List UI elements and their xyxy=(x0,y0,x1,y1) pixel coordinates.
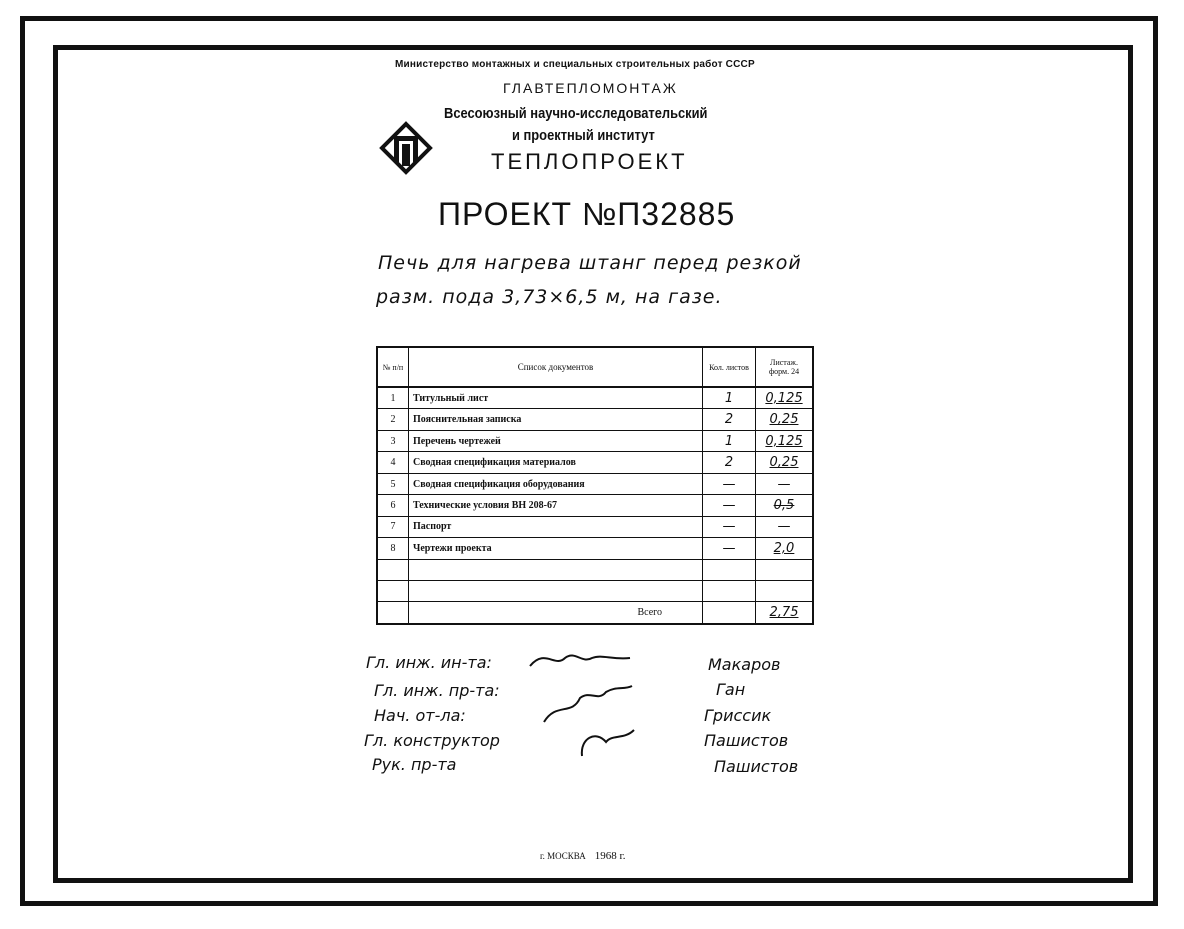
row-forms: — xyxy=(756,516,814,537)
project-title: ПРОЕКТ №П32885 xyxy=(438,196,736,232)
row-document: Чертежи проекта xyxy=(409,538,703,559)
handwritten-signature-marks xyxy=(520,646,640,766)
table-row-empty xyxy=(377,580,813,601)
row-document: Паспорт xyxy=(409,516,703,537)
row-number: 7 xyxy=(377,516,409,537)
row-document: Сводная спецификация оборудования xyxy=(409,473,703,494)
empty-cell xyxy=(756,559,814,580)
signature-name: Пашистов xyxy=(704,731,789,750)
table-row xyxy=(377,430,813,451)
signature-role: Гл. конструктор xyxy=(364,731,500,750)
institute-name: ТЕПЛОПРОЕКТ xyxy=(491,149,688,174)
total-value: 2,75 xyxy=(756,602,814,624)
header-sheets: Кол. листов xyxy=(703,347,756,387)
row-sheets: — xyxy=(703,473,756,494)
signature-name: Ган xyxy=(716,680,746,699)
empty-cell xyxy=(756,580,814,601)
row-document: Сводная спецификация материалов xyxy=(409,452,703,473)
row-number: 8 xyxy=(377,538,409,559)
row-forms: 0,125 xyxy=(756,430,814,451)
table-row xyxy=(377,452,813,473)
signature-role: Рук. пр-та xyxy=(372,755,457,774)
signature-role: Гл. инж. ин-та: xyxy=(366,653,492,672)
row-sheets: — xyxy=(703,538,756,559)
row-sheets: 1 xyxy=(703,430,756,451)
table-row xyxy=(377,495,813,516)
row-sheets: — xyxy=(703,495,756,516)
row-document: Титульный лист xyxy=(409,387,703,409)
table-row xyxy=(377,409,813,430)
row-forms: 0,125 xyxy=(756,387,814,409)
signature-name: Пашистов xyxy=(714,757,799,776)
organization-name: ГЛАВТЕПЛОМОНТАЖ xyxy=(503,80,678,96)
documents-table xyxy=(376,346,814,625)
total-label: Всего xyxy=(409,602,703,624)
signature-role: Нач. от-ла: xyxy=(374,706,466,725)
footer xyxy=(540,850,626,862)
row-document: Перечень чертежей xyxy=(409,430,703,451)
row-number: 2 xyxy=(377,409,409,430)
row-number: 6 xyxy=(377,495,409,516)
row-sheets: 2 xyxy=(703,409,756,430)
table-row xyxy=(377,473,813,494)
table-row xyxy=(377,387,813,409)
row-number: 3 xyxy=(377,430,409,451)
row-forms: 0,5 xyxy=(756,495,814,516)
row-forms: 2,0 xyxy=(756,538,814,559)
signature-name: Макаров xyxy=(708,655,781,674)
empty-cell xyxy=(377,580,409,601)
footer-year: 1968 г. xyxy=(594,850,626,862)
empty-cell xyxy=(377,602,409,624)
row-sheets: 1 xyxy=(703,387,756,409)
header-document-list: Список документов xyxy=(409,347,703,387)
empty-cell xyxy=(377,559,409,580)
table-row xyxy=(377,516,813,537)
empty-cell xyxy=(703,580,756,601)
row-number: 4 xyxy=(377,452,409,473)
row-number: 5 xyxy=(377,473,409,494)
project-description-line-2: разм. пода 3,73×6,5 м, на газе. xyxy=(376,286,723,308)
signature-name: Гриссик xyxy=(704,706,772,725)
institute-line-1: Всесоюзный научно-исследовательский xyxy=(444,105,708,122)
row-sheets: — xyxy=(703,516,756,537)
header-forms: Листаж. форм. 24 xyxy=(756,347,814,387)
row-sheets: 2 xyxy=(703,452,756,473)
empty-cell xyxy=(409,580,703,601)
header-number: № п/п xyxy=(377,347,409,387)
signature-role: Гл. инж. пр-та: xyxy=(374,681,500,700)
table-total-row xyxy=(377,602,813,624)
table-row-empty xyxy=(377,559,813,580)
row-document: Пояснительная записка xyxy=(409,409,703,430)
row-forms: — xyxy=(756,473,814,494)
table-row xyxy=(377,538,813,559)
ministry-line: Министерство монтажных и специальных строительных работ СССР xyxy=(395,59,755,70)
empty-cell xyxy=(409,559,703,580)
empty-cell xyxy=(703,559,756,580)
empty-cell xyxy=(703,602,756,624)
row-document: Технические условия ВН 208-67 xyxy=(409,495,703,516)
institute-logo-icon xyxy=(378,120,434,176)
row-number: 1 xyxy=(377,387,409,409)
project-description-line-1: Печь для нагрева штанг перед резкой xyxy=(378,252,802,274)
institute-line-2: и проектный институт xyxy=(512,127,655,144)
row-forms: 0,25 xyxy=(756,452,814,473)
row-forms: 0,25 xyxy=(756,409,814,430)
footer-city: г. МОСКВА xyxy=(540,851,586,861)
